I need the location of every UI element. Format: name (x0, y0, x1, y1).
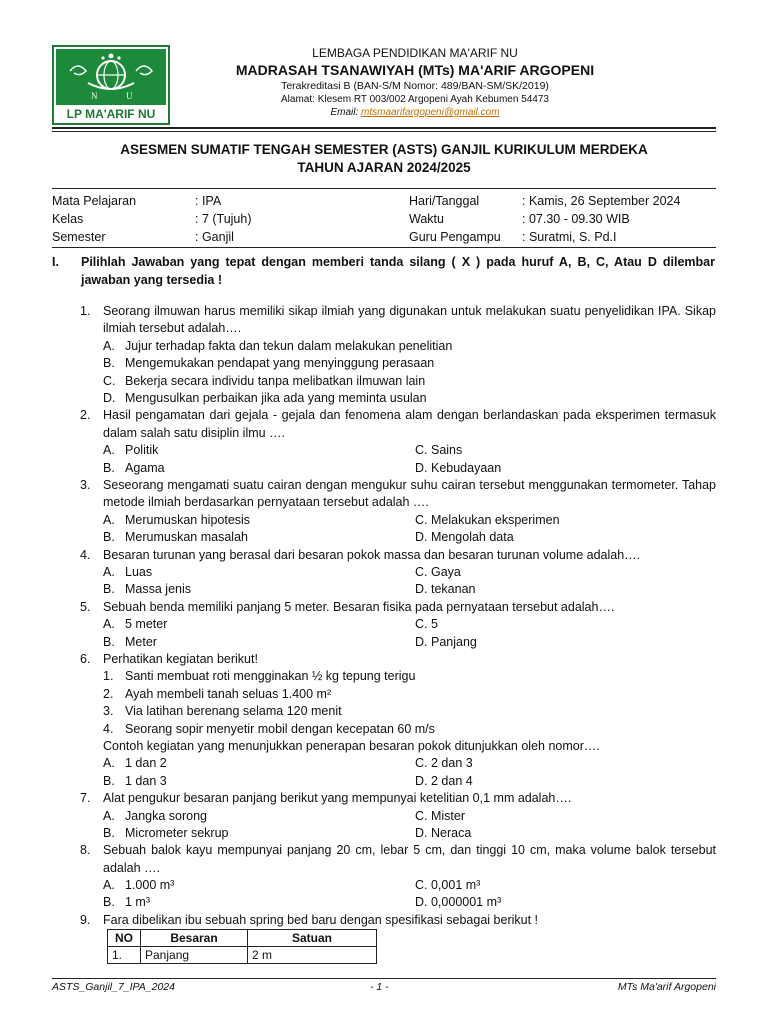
info-value: : 07.30 - 09.30 WIB (522, 212, 630, 226)
option-letter: D. (103, 390, 116, 405)
option-letter: B. (103, 530, 115, 545)
question-text: Alat pengukur besaran panjang berikut yang mempunyai ketelitian 0,1 mm adalah…. (103, 791, 572, 806)
table-header: Satuan (248, 930, 377, 947)
option-value: Mister (430, 808, 466, 823)
option-text: C. 2 dan 3 (415, 756, 473, 771)
option-row (52, 512, 716, 529)
info-row (52, 192, 716, 210)
option-text: C. Gaya (415, 564, 461, 579)
option-row (52, 564, 716, 581)
question-text: Fara dibelikan ibu sebuah spring bed baru dengan spesifikasi sebagai berikut ! (103, 912, 539, 927)
option-text: D. Panjang (415, 634, 477, 649)
option-value: 0,000001 m³ (430, 895, 502, 910)
info-top-divider (52, 188, 716, 189)
list-item-text: Seorang sopir menyetir mobil dengan kecepatan 60 m/s (125, 721, 435, 736)
option-letter: A. (103, 338, 115, 353)
list-item: 3. Via latihan berenang selama 120 menit (52, 703, 716, 720)
accreditation: Terakreditasi B (BAN-S/M Nomor: 489/BAN-SM/SK/2019) (281, 80, 549, 92)
option-text: Bekerja secara individu tanpa melibatkan ilmuwan lain (125, 373, 426, 388)
school-name: MADRASAH TSANAWIYAH (MTs) MA'ARIF ARGOPENI (235, 62, 595, 78)
option-text: Jangka sorong (125, 808, 208, 823)
option-text: C. 5 (415, 617, 438, 632)
address: Alamat: Klesem RT 003/002 Argopeni Ayah Kebumen 54473 (281, 94, 549, 105)
option-value: 0,001 m³ (430, 878, 481, 893)
option-row (52, 616, 716, 633)
footer-divider (52, 978, 716, 979)
section-number: I. (52, 255, 59, 269)
info-value: : IPA (195, 194, 222, 208)
option-row (52, 338, 716, 355)
option-text: 1.000 m³ (125, 878, 175, 893)
option-row (52, 755, 716, 772)
info-label: Guru Pengampu (409, 230, 501, 244)
option-text: C. Mister (415, 808, 466, 823)
question (52, 477, 716, 547)
footer-doc-code: ASTS_Ganjil_7_IPA_2024 (52, 981, 175, 993)
option-value: Mengolah data (430, 530, 514, 545)
option-letter: B. (103, 356, 115, 371)
header-divider-thin (52, 131, 716, 132)
question (52, 303, 716, 407)
table-cell: Panjang (141, 947, 248, 964)
question-text: Perhatikan kegiatan berikut! (103, 651, 258, 666)
option-text: Massa jenis (125, 582, 191, 597)
question-number: 6. (80, 651, 91, 666)
option-row (52, 634, 716, 651)
question-list (52, 303, 716, 929)
option-letter: A. (103, 443, 115, 458)
option-text: C. Sains (415, 443, 463, 458)
page-number: - 1 - (370, 981, 389, 993)
option-row (52, 825, 716, 842)
option-text: D. tekanan (415, 582, 476, 597)
option-value: Panjang (430, 634, 477, 649)
question-text: Sebuah benda memiliki panjang 5 meter. Besaran fisika pada pernyataan tersebut adalah…. (103, 599, 615, 614)
question (52, 912, 716, 929)
svg-text:U: U (126, 91, 133, 101)
option-letter: A. (103, 564, 115, 579)
table-cell: 2 m (248, 947, 377, 964)
table-row (108, 947, 377, 964)
footer-school: MTs Ma'arif Argopeni (617, 981, 716, 993)
question (52, 407, 716, 477)
info-value: : 7 (Tujuh) (195, 212, 252, 226)
option-letter: A. (103, 878, 115, 893)
option-text: 5 meter (125, 617, 168, 632)
option-row (52, 390, 716, 407)
option-text: Merumuskan masalah (125, 530, 248, 545)
question (52, 790, 716, 842)
option-text: 1 dan 2 (125, 756, 167, 771)
option-text: C. Melakukan eksperimen (415, 512, 560, 527)
option-value: 2 dan 3 (430, 756, 473, 771)
option-row (52, 877, 716, 894)
question-number: 2. (80, 408, 91, 423)
exam-title (52, 141, 716, 177)
question (52, 842, 716, 912)
option-row (52, 894, 716, 911)
header-divider-thick (52, 127, 716, 129)
info-value: : Kamis, 26 September 2024 (522, 194, 681, 208)
list-item-text: Santi membuat roti mengginakan ½ kg tepung terigu (125, 669, 416, 684)
question-number: 4. (80, 547, 91, 562)
table-header: NO (108, 930, 141, 947)
option-value: Sains (430, 443, 463, 458)
option-value: Gaya (430, 564, 461, 579)
info-label: Waktu (409, 212, 444, 226)
option-text: C. 0,001 m³ (415, 878, 481, 893)
info-row (52, 228, 716, 246)
info-label: Kelas (52, 212, 84, 226)
list-item-text: Via latihan berenang selama 120 menit (125, 704, 342, 719)
email-link[interactable]: mtsmaarifargopeni@gmail.com (361, 107, 500, 118)
question-text: Besaran turunan yang berasal dari besaran pokok massa dan besaran turunan volume adalah…. (103, 547, 641, 562)
option-letter: B. (103, 582, 115, 597)
option-text: 1 m³ (125, 895, 150, 910)
option-value: 5 (430, 617, 438, 632)
option-row (52, 773, 716, 790)
option-value: tekanan (430, 582, 476, 597)
option-row (52, 355, 716, 372)
question-number: 9. (80, 912, 91, 927)
option-row (52, 373, 716, 390)
option-text: 1 dan 3 (125, 773, 167, 788)
option-text: D. Neraca (415, 825, 472, 840)
question (52, 651, 716, 790)
letterhead (180, 46, 650, 119)
option-text: Agama (125, 460, 165, 475)
question-followup: Contoh kegiatan yang menunjukkan penerapan besaran pokok ditunjukkan oleh nomor…. (103, 738, 600, 753)
email-line (180, 106, 650, 119)
question-text: Seorang ilmuwan harus memiliki sikap ilmiah yang digunakan untuk melakukan suatu penyelidikan IPA. Sikap ilmiah tersebut adalah…. (103, 304, 716, 336)
option-value: 2 dan 4 (430, 773, 473, 788)
option-text: D. Mengolah data (415, 530, 514, 545)
question-number: 8. (80, 843, 91, 858)
option-text: D. Kebudayaan (415, 460, 502, 475)
option-text: Mengusulkan perbaikan jika ada yang meminta usulan (125, 390, 427, 405)
option-letter: B. (103, 773, 115, 788)
logo-label: LP MA'ARIF NU (66, 107, 156, 121)
option-letter: A. (103, 617, 115, 632)
list-item-text: Ayah membeli tanah seluas 1.400 m² (125, 686, 332, 701)
list-item: 1. Santi membuat roti mengginakan ½ kg tepung terigu (52, 668, 716, 685)
logo-emblem (56, 49, 166, 105)
email-label: Email: (330, 107, 359, 118)
school-logo (52, 45, 170, 125)
option-letter: B. (103, 895, 115, 910)
option-text: Mengemukakan pendapat yang menyinggung perasaan (125, 356, 435, 371)
question-number: 7. (80, 791, 91, 806)
info-bottom-divider (52, 247, 716, 248)
table-header: Besaran (141, 930, 248, 947)
option-value: Melakukan eksperimen (430, 512, 560, 527)
option-row (52, 581, 716, 598)
option-letter: C. (103, 373, 116, 388)
question-text: Hasil pengamatan dari gejala - gejala dan fenomena alam dengan berlandaskan pada eksperimen termasuk dalam salah satu disiplin ilmu …. (103, 408, 716, 440)
question-text: Seseorang mengamati suatu cairan dengan mengukur suhu cairan tersebut menggunakan termometer. Tahap metode ilmiah berdasarkan pernyataan tersebut adalah …. (103, 477, 716, 510)
question-text: Sebuah balok kayu mempunyai panjang 20 cm, lebar 5 cm, dan tinggi 10 cm, maka volume balok tersebut adalah …. (103, 843, 716, 875)
option-value: Neraca (430, 825, 472, 840)
option-text: Meter (125, 634, 157, 649)
info-label: Semester (52, 230, 106, 244)
option-letter: B. (103, 825, 115, 840)
option-letter: A. (103, 808, 115, 823)
option-text: D. 0,000001 m³ (415, 895, 502, 910)
info-value: : Suratmi, S. Pd.I (522, 230, 617, 244)
option-row (52, 442, 716, 459)
option-text: Luas (125, 564, 153, 579)
question-number: 3. (80, 477, 91, 492)
svg-text:N: N (91, 91, 98, 101)
info-label: Hari/Tanggal (409, 194, 480, 208)
nu-globe-icon (56, 49, 166, 105)
section-text: Pilihlah Jawaban yang tepat dengan memberi tanda silang ( X ) pada huruf A, B, C, Atau D dilembar jawaban yang tersedia ! (81, 255, 715, 287)
list-item: 4. Seorang sopir menyetir mobil dengan kecepatan 60 m/s (52, 721, 716, 738)
option-letter: A. (103, 756, 115, 771)
option-value: Kebudayaan (430, 460, 502, 475)
option-letter: B. (103, 460, 115, 475)
foundation-name: LEMBAGA PENDIDIKAN MA'ARIF NU (312, 46, 518, 60)
option-letter: A. (103, 512, 115, 527)
question (52, 599, 716, 651)
exam-title-line2: TAHUN AJARAN 2024/2025 (297, 160, 471, 175)
option-text: Politik (125, 443, 159, 458)
exam-info (52, 192, 716, 246)
option-row (52, 529, 716, 546)
option-letter: B. (103, 634, 115, 649)
option-text: Merumuskan hipotesis (125, 512, 251, 527)
question (52, 547, 716, 599)
option-row (52, 460, 716, 477)
table-cell: 1. (108, 947, 141, 964)
option-text: Micrometer sekrup (125, 825, 229, 840)
option-text: D. 2 dan 4 (415, 773, 473, 788)
question-number: 1. (80, 304, 91, 318)
list-item: 2. Ayah membeli tanah seluas 1.400 m² (52, 686, 716, 703)
table-header-row (108, 930, 377, 947)
info-row (52, 210, 716, 228)
question-number: 5. (80, 599, 91, 614)
info-label: Mata Pelajaran (52, 194, 137, 208)
exam-title-line1: ASESMEN SUMATIF TENGAH SEMESTER (ASTS) GANJIL KURIKULUM MERDEKA (120, 142, 648, 157)
info-value: : Ganjil (195, 230, 234, 244)
option-text: Jujur terhadap fakta dan tekun dalam melakukan penelitian (125, 338, 453, 353)
spec-table (107, 929, 377, 964)
option-row (52, 808, 716, 825)
